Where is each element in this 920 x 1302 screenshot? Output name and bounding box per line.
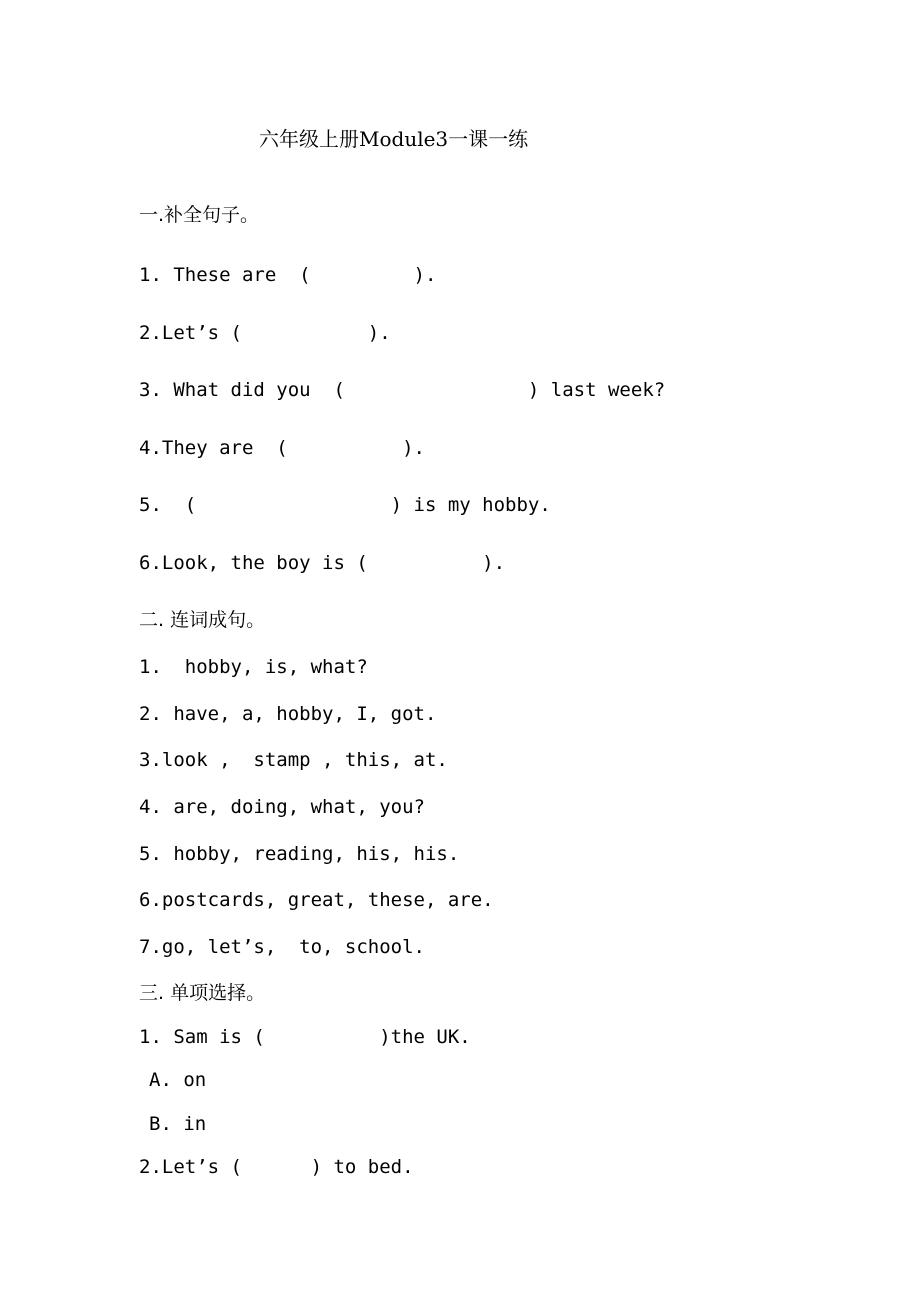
choice-question: 1. Sam is ( )the UK. xyxy=(139,1026,471,1048)
section-heading-multiple-choice: 三. 单项选择。 xyxy=(139,982,266,1004)
section-heading-fill-in: 一.补全句子。 xyxy=(139,204,260,226)
word-order-item: 1. hobby, is, what? xyxy=(139,656,368,678)
fill-in-item: 4.They are ( ). xyxy=(139,437,425,459)
word-order-item: 4. are, doing, what, you? xyxy=(139,796,425,818)
fill-in-item: 6.Look, the boy is ( ). xyxy=(139,552,506,574)
word-order-item: 6.postcards, great, these, are. xyxy=(139,889,494,911)
section-heading-sentence-building: 二. 连词成句。 xyxy=(139,609,266,631)
choice-option-b: B. in xyxy=(149,1113,207,1135)
word-order-item: 5. hobby, reading, his, his. xyxy=(139,843,460,865)
choice-question: 2.Let’s ( ) to bed. xyxy=(139,1156,414,1178)
fill-in-item: 1. These are ( ). xyxy=(139,264,437,286)
word-order-item: 2. have, a, hobby, I, got. xyxy=(139,703,437,725)
fill-in-item: 3. What did you ( ) last week? xyxy=(139,379,666,401)
fill-in-item: 5. ( ) is my hobby. xyxy=(139,494,551,516)
page-title: 六年级上册Module3一课一练 xyxy=(259,127,529,151)
choice-option-a: A. on xyxy=(149,1069,207,1091)
word-order-item: 3.look , stamp , this, at. xyxy=(139,749,448,771)
fill-in-item: 2.Let’s ( ). xyxy=(139,322,391,344)
word-order-item: 7.go, let’s, to, school. xyxy=(139,936,425,958)
